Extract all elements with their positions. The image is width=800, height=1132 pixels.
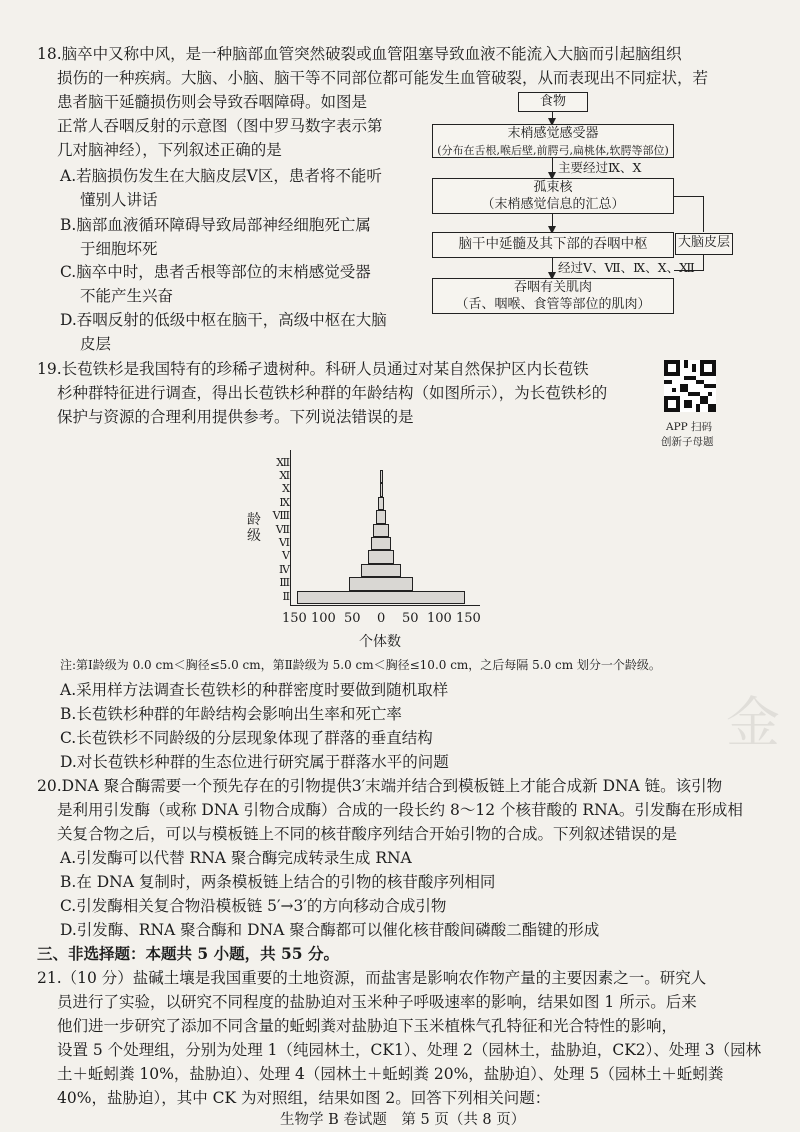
arrow-tract-center: [552, 214, 553, 232]
flow-nerve-label-1: 主要经过Ⅸ、Ⅹ: [558, 160, 642, 175]
y-tick-label: Ⅷ: [272, 509, 290, 523]
x-tick-label: 50: [344, 611, 361, 626]
y-tick-label: Ⅳ: [279, 562, 290, 576]
q19-option-b: B.长苞铁杉种群的年龄结构会影响出生率和死亡率: [60, 705, 402, 723]
pyramid-bar-3: [349, 577, 413, 590]
q19-option-d: D.对长苞铁杉种群的生态位进行研究属于群落水平的问题: [60, 753, 449, 771]
flow-muscle-sub: （舌、咽喉、食管等部位的肌肉）: [455, 297, 651, 312]
x-tick-label: 100: [427, 611, 452, 626]
y-tick-label: Ⅺ: [279, 469, 290, 482]
line-tract-cortex-v: [703, 196, 704, 232]
y-tick-label: Ⅹ: [282, 482, 290, 496]
arrow-receptor-tract: [552, 158, 553, 178]
pyramid-bar-9: [378, 497, 384, 510]
flow-food: 食物: [518, 92, 588, 112]
chart-y-axis: [290, 450, 291, 606]
flow-muscle: [432, 278, 674, 314]
flow-tract-title: 孤束核: [533, 180, 573, 195]
chart-y-label: 龄级: [247, 512, 261, 544]
q20-option-b: B.在 DNA 复制时，两条模板链上结合的引物的核苷酸序列相同: [60, 873, 496, 891]
pyramid-bar-7: [373, 524, 389, 537]
y-tick-label: Ⅵ: [278, 536, 290, 549]
q18-option-b-cont: 于细胞坏死: [80, 240, 158, 258]
flow-tract-sub: （末梢感觉信息的汇总）: [481, 197, 625, 212]
pyramid-bar-2: [297, 591, 465, 604]
qr-caption-2: 创新子母题: [661, 436, 714, 448]
line-cortex-center-v: [703, 255, 704, 271]
pyramid-bar-6: [371, 537, 391, 550]
flow-center: 脑干中延髓及其下部的吞咽中枢: [432, 232, 674, 258]
x-tick-label: 150: [282, 611, 307, 626]
q18-option-b: B.脑部血液循环障碍导致局部神经细胞死亡属: [60, 216, 371, 234]
qr-caption-1: APP 扫码: [666, 421, 713, 433]
q18-option-c: C.脑卒中时，患者舌根等部位的末梢感觉受器: [60, 263, 371, 281]
y-tick-label: Ⅻ: [276, 455, 290, 469]
q19-line-3: 保护与资源的合理利用提供参考。下列说法错误的是: [57, 408, 414, 426]
chart-x-axis: [290, 605, 480, 606]
line-tract-cortex: [674, 196, 704, 197]
chart-x-label: 个体数: [359, 634, 401, 650]
flow-nerve-label-2: 经过Ⅴ、Ⅶ、Ⅸ、Ⅹ、Ⅻ: [558, 260, 695, 275]
y-tick-label: Ⅸ: [279, 495, 290, 509]
pyramid-bar-10: [380, 483, 383, 496]
q18-line-3: 患者脑干延髓损伤则会导致吞咽障碍。如图是: [57, 93, 368, 111]
pyramid-bar-11: [380, 470, 383, 483]
q20-option-d: D.引发酶、RNA 聚合酶和 DNA 聚合酶都可以催化核苷酸间磷酸二酯键的形成: [60, 921, 600, 939]
q18-option-c-cont: 不能产生兴奋: [80, 287, 174, 305]
q19-note: 注:第Ⅰ龄级为 0.0 cm＜胸径≤5.0 cm，第Ⅱ龄级为 5.0 cm＜胸径≤10.0 cm，之后每隔 5.0 cm 划分一个龄级。: [60, 658, 661, 672]
q18-line-4: 正常人吞咽反射的示意图（图中罗马数字表示第: [57, 117, 383, 135]
qr-code-icon: [664, 360, 716, 412]
y-tick-label: Ⅶ: [275, 522, 290, 536]
q18-option-d-cont: 皮层: [80, 335, 112, 353]
q19-line-2: 杉种群特征进行调查，得出长苞铁杉种群的年龄结构（如图所示），为长苞铁杉的: [57, 384, 608, 402]
q20-line-2: 是利用引发酶（或称 DNA 引物合成酶）合成的一段长约 8～12 个核苷酸的 RNA。引发酶在形成相: [57, 801, 743, 819]
flow-receptor-sub: (分布在舌根,喉后壁,前腭弓,扁桃体,软腭等部位): [437, 144, 669, 157]
qr-code[interactable]: [664, 360, 716, 412]
q19-option-a: A.采用样方法调查长苞铁杉的种群密度时要做到随机取样: [60, 681, 449, 699]
q21-line-5: 土＋蚯蚓粪 10%，盐胁迫）、处理 4（园林土＋蚯蚓粪 20%，盐胁迫）、处理 5（园林土＋蚯蚓粪: [57, 1065, 724, 1083]
flow-cortex: 大脑皮层: [675, 233, 733, 255]
flow-tract: [432, 178, 674, 214]
flow-receptor-title: 末梢感觉感受器: [507, 126, 599, 141]
q20-option-a: A.引发酶可以代替 RNA 聚合酶完成转录生成 RNA: [60, 849, 412, 867]
q18-line-1: 18.脑卒中又称中风，是一种脑部血管突然破裂或血管阻塞导致血液不能流入大脑而引起脑组织: [37, 45, 682, 63]
x-tick-label: 150: [456, 611, 481, 626]
pyramid-bar-5: [368, 550, 394, 563]
q18-line-2: 损伤的一种疾病。大脑、小脑、脑干等不同部位都可能发生血管破裂，从而表现出不同症状，若: [57, 69, 709, 87]
x-tick-label: 0: [377, 611, 386, 626]
q21-line-1: 21.（10 分）盐碱土壤是我国重要的土地资源，而盐害是影响农作物产量的主要因素之一。研究人: [37, 969, 707, 987]
flow-receptor: [432, 124, 674, 158]
arrow-center-muscle: [552, 258, 553, 278]
q18-option-a: A.若脑损伤发生在大脑皮层V区，患者将不能听: [60, 167, 382, 185]
pyramid-bar-8: [376, 510, 386, 523]
q21-line-2: 员进行了实验，以研究不同程度的盐胁迫对玉米种子呼吸速率的影响，结果如图 1 所示。后来: [57, 993, 697, 1011]
q19-line-1: 19.长苞铁杉是我国特有的珍稀孑遗树种。科研人员通过对某自然保护区内长苞铁: [37, 360, 589, 378]
flow-muscle-title: 吞咽有关肌肉: [513, 280, 592, 295]
q18-line-5: 几对脑神经），下列叙述正确的是: [57, 141, 282, 159]
q21-line-6: 40%，盐胁迫），其中 CK 为对照组，结果如图 2。回答下列相关问题：: [57, 1089, 551, 1107]
page-footer: 生物学 B 卷试题 第 5 页（共 8 页）: [280, 1112, 526, 1128]
watermark: 金: [726, 691, 780, 754]
q19-option-c: C.长苞铁杉不同龄级的分层现象体现了群落的垂直结构: [60, 729, 433, 747]
q21-line-4: 设置 5 个处理组，分别为处理 1（纯园林土，CK1）、处理 2（园林土，盐胁迫，CK2）、处理 3（园林: [57, 1041, 762, 1059]
q21-line-3: 他们进一步研究了添加不同含量的蚯蚓粪对盐胁迫下玉米植株气孔特征和光合特性的影响，: [57, 1017, 678, 1035]
arrow-food-receptor: [552, 112, 553, 124]
x-tick-label: 50: [402, 611, 419, 626]
y-tick-label: Ⅱ: [282, 589, 290, 603]
y-tick-label: Ⅲ: [279, 576, 290, 590]
q18-option-d: D.吞咽反射的低级中枢在脑干，高级中枢在大脑: [60, 311, 387, 329]
q18-option-a-cont: 懂别人讲话: [80, 191, 158, 209]
q20-line-3: 关复合物之后，可以与模板链上不同的核苷酸序列结合开始引物的合成。下列叙述错误的是: [57, 825, 678, 843]
q20-line-1: 20.DNA 聚合酶需要一个预先存在的引物提供3′末端并结合到模板链上才能合成新 DNA 链。该引物: [37, 777, 723, 795]
q20-option-c: C.引发酶相关复合物沿模板链 5′→3′的方向移动合成引物: [60, 897, 447, 915]
x-tick-label: 100: [311, 611, 336, 626]
y-tick-label: Ⅴ: [282, 549, 290, 563]
section-3-heading: 三、非选择题：本题共 5 小题，共 55 分。: [37, 944, 339, 963]
pyramid-bar-4: [361, 564, 402, 577]
